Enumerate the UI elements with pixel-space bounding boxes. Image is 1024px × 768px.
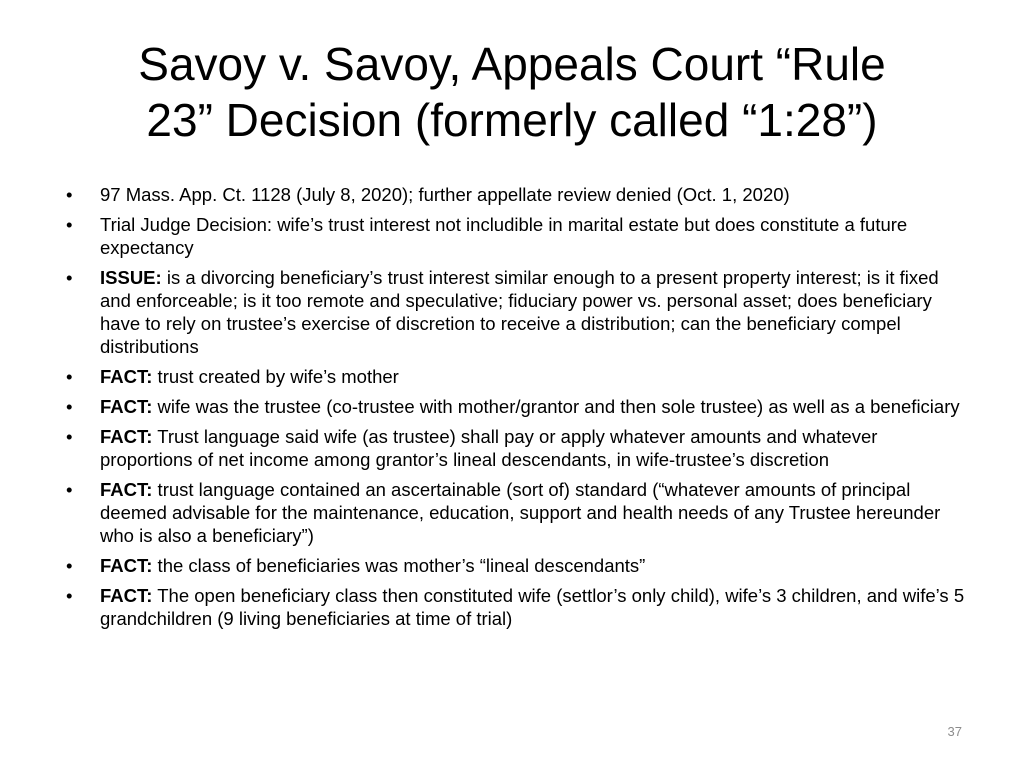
bullet-item: [66, 584, 971, 630]
bullet-text: The open beneficiary class then constituted wife (settlor’s only child), wife’s 3 children, and wife’s 5 grandchildren (9 living beneficiaries at time of trial): [100, 585, 965, 629]
bullet-mark: •: [66, 396, 73, 417]
bullet-item: [66, 425, 971, 471]
bullet-item: [66, 395, 971, 418]
bullet-mark: •: [66, 184, 73, 205]
bullet-item: [66, 554, 971, 577]
bullet-mark: •: [66, 267, 73, 288]
bullet-label: FACT:: [100, 555, 153, 576]
bullet-label: FACT:: [100, 396, 153, 417]
page-number: 37: [947, 724, 962, 739]
bullet-text: the class of beneficiaries was mother’s “lineal descendants”: [152, 555, 646, 576]
bullet-mark: •: [66, 214, 73, 235]
slide-title-line-2: 23” Decision (formerly called “1:28”): [146, 94, 878, 146]
bullet-label: FACT:: [100, 426, 153, 447]
bullet-item: [66, 478, 971, 547]
bullet-mark: •: [66, 479, 73, 500]
bullet-text: 97 Mass. App. Ct. 1128 (July 8, 2020); further appellate review denied (Oct. 1, 2020): [100, 184, 790, 205]
bullet-text: trust created by wife’s mother: [152, 366, 399, 387]
slide-title-line-1: Savoy v. Savoy, Appeals Court “Rule: [138, 38, 886, 90]
bullet-label: FACT:: [100, 479, 153, 500]
bullet-text: Trust language said wife (as trustee) shall pay or apply whatever amounts and whatever proportions of net income among grantor’s lineal descendants, in wife-trustee’s discretion: [100, 426, 878, 470]
bullet-item: [66, 266, 971, 358]
bullet-text: trust language contained an ascertainable (sort of) standard (“whatever amounts of principal deemed advisable for the maintenance, education, support and health needs of any Trustee hereunder who is also a beneficiary”): [100, 479, 941, 546]
bullet-list: [66, 183, 971, 637]
bullet-mark: •: [66, 426, 73, 447]
bullet-text: is a divorcing beneficiary’s trust interest similar enough to a present property interest; is it fixed and enforceable; is it too remote and speculative; fiduciary power vs. personal asset; does beneficiary have to rely on trustee’s exercise of discretion to receive a distribution; can the beneficiary compel distributions: [100, 267, 939, 357]
bullet-mark: •: [66, 555, 73, 576]
bullet-mark: •: [66, 366, 73, 387]
slide-title: [60, 36, 964, 148]
bullet-text: Trial Judge Decision: wife’s trust interest not includible in marital estate but does constitute a future expectancy: [100, 214, 908, 258]
bullet-label: FACT:: [100, 366, 153, 387]
bullet-item: [66, 365, 971, 388]
bullet-item: [66, 183, 971, 206]
bullet-item: [66, 213, 971, 259]
bullet-text: wife was the trustee (co-trustee with mother/grantor and then sole trustee) as well as a beneficiary: [152, 396, 960, 417]
bullet-mark: •: [66, 585, 73, 606]
bullet-label: FACT:: [100, 585, 153, 606]
bullet-label: ISSUE:: [100, 267, 162, 288]
